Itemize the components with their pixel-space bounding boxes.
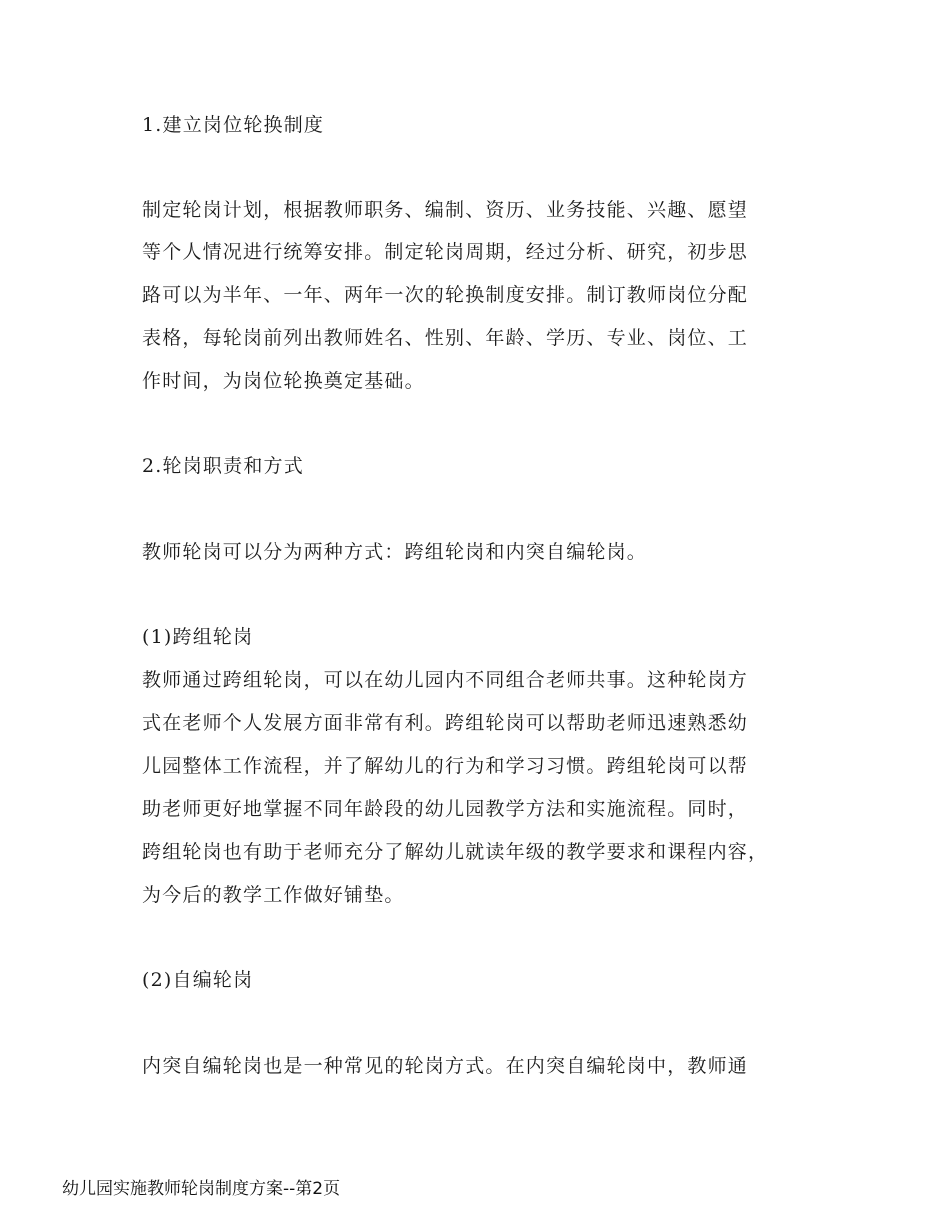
paragraph-line: 助老师更好地掌握不同年龄段的幼儿园教学方法和实施流程。同时， [142,798,749,820]
paragraph-line: 等个人情况进行统筹安排。制定轮岗周期，经过分析、研究，初步思 [142,241,749,263]
paragraph-line: 为今后的教学工作做好铺垫。 [142,884,405,906]
section-heading-2: 2.轮岗职责和方式 [142,455,304,477]
paragraph-line: 路可以为半年、一年、两年一次的轮换制度安排。制订教师岗位分配 [142,284,749,306]
section-heading-1: 1.建立岗位轮换制度 [142,114,325,136]
subsection-heading-2: (2)自编轮岗 [142,969,254,991]
page-footer: 幼儿园实施教师轮岗制度方案--第2页 [62,1179,341,1199]
paragraph-line: 跨组轮岗也有助于老师充分了解幼儿就读年级的教学要求和课程内容， [142,841,769,863]
paragraph-line: 儿园整体工作流程，并了解幼儿的行为和学习习惯。跨组轮岗可以帮 [142,755,749,777]
subsection-heading-1: (1)跨组轮岗 [142,626,254,648]
paragraph-line: 内突自编轮岗也是一种常见的轮岗方式。在内突自编轮岗中，教师通 [142,1055,749,1077]
paragraph-line: 制定轮岗计划，根据教师职务、编制、资历、业务技能、兴趣、愿望 [142,199,749,221]
paragraph-line: 式在老师个人发展方面非常有利。跨组轮岗可以帮助老师迅速熟悉幼 [142,712,749,734]
paragraph-line: 表格，每轮岗前列出教师姓名、性别、年龄、学历、专业、岗位、工 [142,327,749,349]
section-intro: 教师轮岗可以分为两种方式：跨组轮岗和内突自编轮岗。 [142,541,648,563]
paragraph-line: 教师通过跨组轮岗，可以在幼儿园内不同组合老师共事。这种轮岗方 [142,669,749,691]
paragraph-line: 作时间，为岗位轮换奠定基础。 [142,370,425,392]
